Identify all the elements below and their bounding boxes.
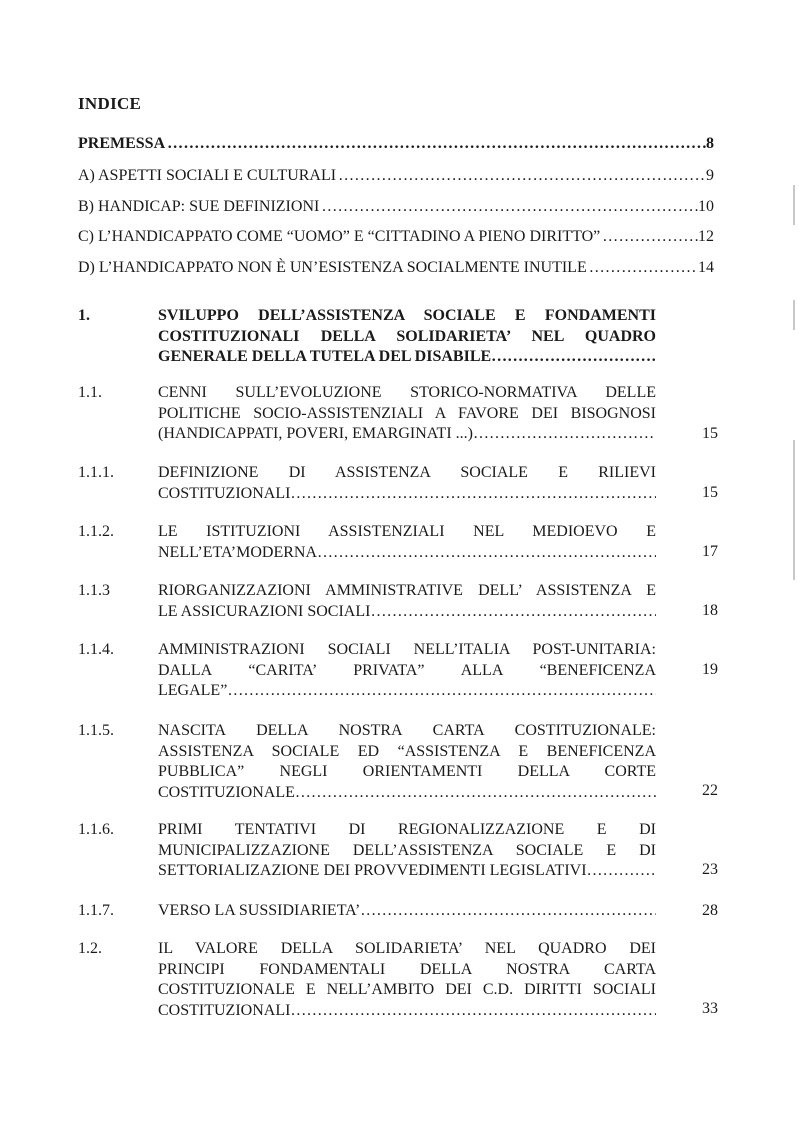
section-number: 1. (78, 307, 90, 324)
entry-number: 1.1.6. (78, 821, 114, 838)
toc-page: 12 (698, 228, 714, 245)
entry-page: 18 (702, 602, 718, 619)
entry-title-line: ASSISTENZA SOCIALE ED “ASSISTENZA E BENEFICENZA (158, 742, 656, 760)
entry-title-line: MUNICIPALIZZAZIONE DELL’ASSISTENZA SOCIALE E DI (158, 841, 656, 859)
entry-title-line: AMMINISTRAZIONI SOCIALI NELL’ITALIA POST-UNITARIA: (158, 641, 656, 658)
toc-row-premessa[interactable] (78, 134, 714, 154)
entry-title-line: NELL’ETA’MODERNA ……………………………………………………………………………………………………… (158, 543, 656, 564)
toc-row-b[interactable] (78, 197, 714, 217)
entry-title-line: DALLA “CARITA’ PRIVATA” ALLA “BENEFICENZA (158, 661, 656, 679)
entry-number: 1.1.1. (78, 464, 114, 481)
entry-number: 1.1.5. (78, 722, 114, 739)
toc-row-a[interactable] (78, 166, 714, 186)
toc-row-d[interactable] (78, 258, 714, 278)
toc-page: 10 (698, 198, 714, 215)
toc-label: D) L’HANDICAPPATO NON È UN’ESISTENZA SOCIALMENTE INUTILE (78, 259, 587, 276)
section-title-line: COSTITUZIONALI DELLA SOLIDARIETA’ NEL QUADRO (158, 327, 656, 345)
entry-number: 1.1.4. (78, 641, 114, 658)
entry-page: 33 (702, 1000, 718, 1017)
entry-number: 1.1.7. (78, 902, 114, 919)
entry-title-line: (HANDICAPPATI, POVERI, EMARGINATI ...) ……………………………………………………………………………………………………… (158, 424, 656, 445)
entry-title-line: PRIMI TENTATIVI DI REGIONALIZZAZIONE E DI (158, 821, 656, 838)
leader-dots (600, 227, 698, 247)
toc-label: B) HANDICAP: SUE DEFINIZIONI (78, 198, 320, 215)
toc-page: 8 (706, 135, 714, 152)
entry-title-line: POLITICHE SOCIO-ASSISTENZIALI A FAVORE DEI BISOGNOSI (158, 404, 656, 422)
section-title-line: SVILUPPO DELL’ASSISTENZA SOCIALE E FONDAMENTI (158, 307, 656, 324)
entry-page: 17 (702, 543, 718, 560)
entry-title-line: PUBBLICA” NEGLI ORIENTAMENTI DELLA CORTE (158, 763, 656, 780)
entry-page: 23 (702, 861, 718, 878)
toc-page: 14 (698, 259, 714, 276)
toc-label: C) L’HANDICAPPATO COME “UOMO” E “CITTADINO A PIENO DIRITTO” (78, 228, 601, 245)
entry-page: 15 (702, 425, 718, 442)
page-title: INDICE (78, 94, 142, 113)
entry-title-line: VERSO LA SUSSIDIARIETA’ ……………………………………………………………………………………………………… (158, 901, 656, 922)
entry-title-line: COSTITUZIONALI ……………………………………………………………………………………………………… (158, 1001, 656, 1022)
entry-number: 1.2. (78, 940, 102, 957)
toc-row-c[interactable] (78, 227, 714, 247)
leader-dots (165, 134, 706, 154)
entry-title-line: RIORGANIZZAZIONI AMMINISTRATIVE DELL’ ASSISTENZA E (158, 582, 656, 599)
scan-edge-mark (793, 185, 795, 225)
entry-title-line: LE ISTITUZIONI ASSISTENZIALI NEL MEDIOEVO E (158, 523, 656, 540)
entry-page: 19 (702, 661, 718, 678)
entry-title-line: COSTITUZIONALE E NELL’AMBITO DEI C.D. DIRITTI SOCIALI (158, 981, 656, 998)
scan-edge-mark (793, 300, 795, 330)
entry-title-line: LE ASSICURAZIONI SOCIALI ……………………………………………………………………………………………………… (158, 602, 656, 623)
entry-title-line: IL VALORE DELLA SOLIDARIETA’ NEL QUADRO DEI (158, 940, 656, 957)
entry-title-line: COSTITUZIONALI ……………………………………………………………………………………………………… (158, 484, 656, 505)
leader-dots (587, 258, 698, 278)
toc-page: 9 (706, 167, 714, 184)
leader-dots (319, 197, 698, 217)
entry-title-line: PRINCIPI FONDAMENTALI DELLA NOSTRA CARTA (158, 960, 656, 978)
entry-title-line: CENNI SULL’EVOLUZIONE STORICO-NORMATIVA DELLE (158, 384, 656, 401)
section-title-line: GENERALE DELLA TUTELA DEL DISABILE ……………………………………………………………………………………………………… (158, 347, 656, 368)
entry-title-line: DEFINIZIONE DI ASSISTENZA SOCIALE E RILIEVI (158, 464, 656, 481)
entry-number: 1.1.3 (78, 582, 110, 599)
toc-label: PREMESSA (78, 135, 166, 152)
leader-dots (336, 166, 706, 186)
entry-title-line: NASCITA DELLA NOSTRA CARTA COSTITUZIONALE: (158, 722, 656, 739)
toc-label: A) ASPETTI SOCIALI E CULTURALI (78, 167, 337, 184)
entry-number: 1.1.2. (78, 523, 114, 540)
entry-number: 1.1. (78, 384, 102, 401)
entry-page: 28 (702, 902, 718, 919)
entry-title-line: COSTITUZIONALE ……………………………………………………………………………………………………… (158, 783, 656, 804)
entry-title-line: SETTORIALIZAZIONE DEI PROVVEDIMENTI LEGISLATIVI ……………………………………………………………………………………………………… (158, 861, 656, 882)
scan-edge-mark (793, 440, 795, 580)
entry-page: 15 (702, 484, 718, 501)
entry-page: 22 (702, 782, 718, 799)
entry-title-line: LEGALE” ……………………………………………………………………………………………………… (158, 681, 656, 702)
